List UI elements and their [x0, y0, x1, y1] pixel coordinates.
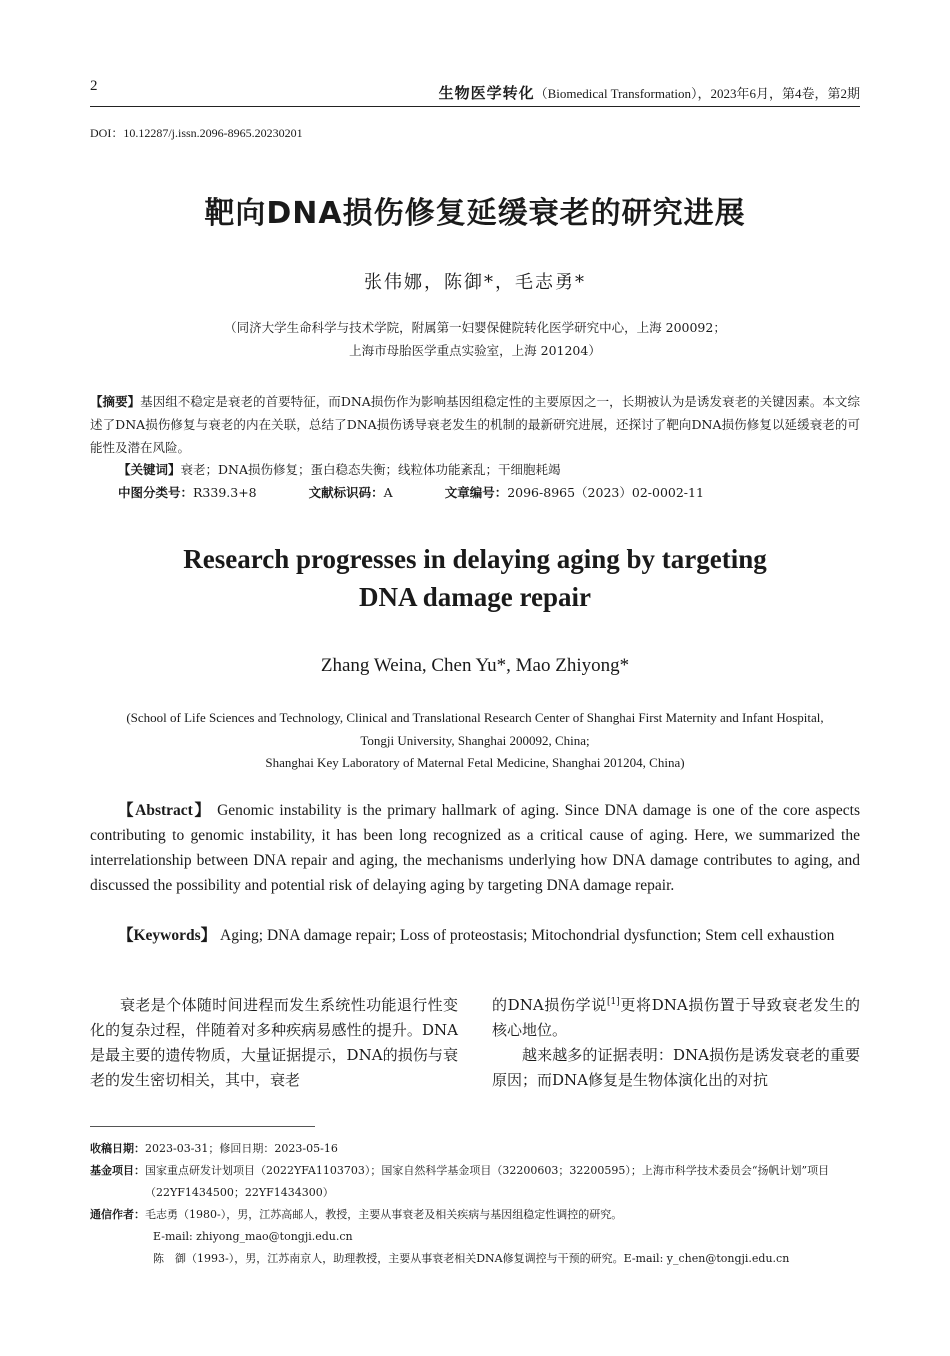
corr-text-2: 陈 御（1993-），男，江苏南京人，助理教授，主要从事衰老相关DNA修复调控与干预的研究。E-mail: y_chen@tongji.edu.cn — [153, 1252, 790, 1265]
en-abstract-text: Genomic instability is the primary hallmark of aging. Since DNA damage is one of the core aspects contributing to genomic instability, it has been long recognized as a critical cause of aging. Here, we summarized the interrelationship between DNA repair and aging, the mechanisms underlying how DNA damage contributes to aging, and discussed the possibility and potential risk of delaying aging by targeting DNA damage repair. — [90, 802, 860, 894]
dates-text: 2023-03-31；修回日期：2023-05-16 — [145, 1142, 338, 1155]
clc-label: 中图分类号： — [118, 485, 194, 500]
en-keywords-text: Aging; DNA damage repair; Loss of proteostasis; Mitochondrial dysfunction; Stem cell exhaustion — [216, 927, 835, 944]
en-keywords — [90, 923, 860, 948]
cn-keywords-label: 【关键词】 — [118, 462, 181, 477]
footnote-rule — [90, 1126, 315, 1127]
journal-name: 生物医学转化 — [438, 86, 535, 102]
page-number: 2 — [90, 78, 98, 94]
cn-keywords-text: 衰老；DNA损伤修复；蛋白稳态失衡；线粒体功能紊乱；干细胞耗竭 — [180, 462, 561, 477]
cn-affiliation — [0, 316, 950, 362]
en-abstract-label: 【Abstract】 — [118, 802, 212, 819]
body-paragraph — [492, 993, 860, 1043]
article-no-label: 文章编号： — [444, 485, 508, 500]
footnote-dates — [90, 1138, 860, 1160]
en-keywords-label: 【Keywords】 — [118, 927, 217, 944]
en-affiliation-line: Shanghai Key Laboratory of Maternal Fetal Medicine, Shanghai 201204, China) — [265, 755, 685, 770]
cn-authors: 张伟娜，陈御*，毛志勇* — [364, 272, 586, 293]
corr-text: 毛志勇（1980-），男，江苏高邮人，教授，主要从事衰老及相关疾病与基因组稳定性调控的研究。 — [145, 1208, 623, 1221]
citation-ref[interactable]: [1] — [606, 997, 620, 1007]
en-affiliation-line: (School of Life Sciences and Technology, Clinical and Translational Research Center of Shanghai First Maternity and Infant Hospital, — [126, 710, 824, 725]
journal-info: （Biomedical Transformation），2023年6月，第4卷，第2期 — [534, 86, 860, 101]
body-paragraph: 衰老是个体随时间进程而发生系统性功能退行性变化的复杂过程，伴随着对多种疾病易感性的提升。DNA是最主要的遗传物质，大量证据提示，DNA的损伤与衰老的发生密切相关，其中，衰老 — [90, 996, 458, 1089]
en-title-line: Research progresses in delaying aging by targeting — [183, 544, 767, 574]
dates-label: 收稿日期： — [90, 1142, 145, 1155]
article-no-value: 2096-8965（2023）02-0002-11 — [507, 485, 704, 500]
corr-label: 通信作者： — [90, 1208, 145, 1221]
body-text: 的DNA损伤学说 — [492, 996, 607, 1014]
cn-abstract-label: 【摘要】 — [90, 394, 141, 409]
doc-code-label: 文献标识码： — [308, 485, 384, 500]
cn-abstract-text: 基因组不稳定是衰老的首要特征，而DNA损伤作为影响基因组稳定性的主要原因之一，长期被认为是诱发衰老的关键因素。本文综述了DNA损伤修复与衰老的内在关联，总结了DNA损伤诱导衰老发生的机制的最新研究进展，还探讨了靶向DNA损伤修复以延缓衰老的可能性及潜在风险。 — [90, 394, 860, 455]
cn-title: 靶向DNA损伤修复延缓衰老的研究进展 — [204, 196, 746, 231]
clc-value: R339.3+8 — [193, 485, 257, 500]
footnotes — [90, 1138, 860, 1270]
en-title — [0, 540, 950, 616]
body-paragraph: 越来越多的证据表明：DNA损伤是诱发衰老的重要原因；而DNA修复是生物体演化出的对抗 — [492, 1046, 860, 1089]
header-rule — [90, 106, 860, 107]
footnote-correspondence — [90, 1204, 860, 1226]
cn-abstract — [90, 390, 860, 459]
fund-label: 基金项目： — [90, 1164, 145, 1177]
cn-keywords — [118, 459, 860, 481]
body-column-left — [90, 993, 458, 1093]
en-affiliation-line: Tongji University, Shanghai 200092, China; — [360, 732, 590, 748]
cn-classification — [118, 483, 704, 501]
cn-affiliation-line: 上海市母胎医学重点实验室，上海 201204） — [349, 343, 601, 358]
cn-affiliation-line: （同济大学生命科学与技术学院，附属第一妇婴保健院转化医学研究中心，上海 200092； — [224, 320, 726, 335]
running-head — [439, 82, 860, 103]
en-affiliation — [0, 707, 950, 775]
body-column-right — [492, 993, 860, 1093]
en-authors: Zhang Weina, Chen Yu*, Mao Zhiyong* — [320, 655, 630, 676]
doi: DOI：10.12287/j.issn.2096-8965.20230201 — [90, 126, 303, 140]
doc-code-value: A — [383, 485, 393, 500]
corr-email[interactable]: E-mail: zhiyong_mao@tongji.edu.cn — [153, 1230, 353, 1243]
en-abstract — [90, 798, 860, 898]
en-title-line: DNA damage repair — [359, 582, 591, 612]
footnote-funding — [90, 1160, 860, 1204]
fund-text: 国家重点研发计划项目（2022YFA1103703）；国家自然科学基金项目（32200603；32200595）；上海市科学技术委员会“扬帆计划”项目（22YF1434500；22YF1434300） — [145, 1164, 830, 1199]
body-text: 更将DNA损伤置于导致衰老发生的核心地位。 — [492, 996, 860, 1039]
